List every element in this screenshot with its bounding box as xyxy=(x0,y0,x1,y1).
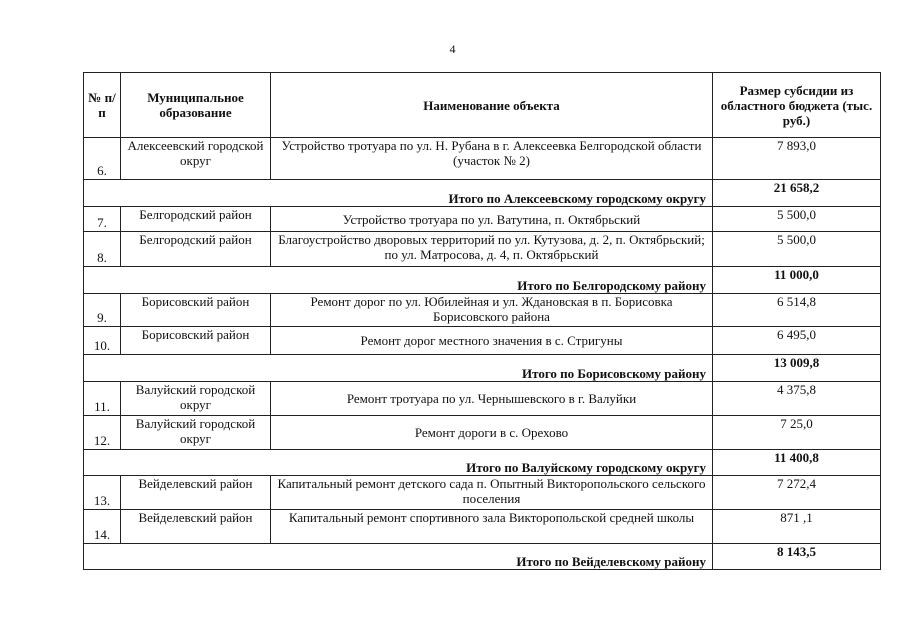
row-object: Устройство тротуара по ул. Ватутина, п. Октябрьский xyxy=(271,207,713,232)
row-num: 7. xyxy=(84,207,121,232)
table-row xyxy=(84,207,881,232)
row-object: Ремонт дорог местного значения в с. Стригуны xyxy=(271,327,713,355)
total-row xyxy=(84,180,881,207)
row-num: 10. xyxy=(84,327,121,355)
total-label: Итого по Алексеевскому городскому округу xyxy=(84,180,713,207)
row-amount: 6 495,0 xyxy=(713,327,881,355)
row-amount: 7 893,0 xyxy=(713,138,881,180)
row-municipality: Борисовский район xyxy=(121,327,271,355)
table-row xyxy=(84,138,881,180)
row-municipality: Вейделевский район xyxy=(121,476,271,510)
row-amount: 6 514,8 xyxy=(713,294,881,327)
row-num: 11. xyxy=(84,382,121,416)
row-num: 13. xyxy=(84,476,121,510)
row-municipality: Борисовский район xyxy=(121,294,271,327)
row-amount: 5 500,0 xyxy=(713,232,881,267)
row-num: 9. xyxy=(84,294,121,327)
header-object: Наименование объекта xyxy=(271,73,713,138)
row-object: Устройство тротуара по ул. Н. Рубана в г. Алексеевка Белгородской области (участок № 2) xyxy=(271,138,713,180)
header-num: № п/п xyxy=(84,73,121,138)
total-label: Итого по Вейделевскому району xyxy=(84,544,713,570)
row-object: Ремонт тротуара по ул. Чернышевского в г. Валуйки xyxy=(271,382,713,416)
total-amount: 11 000,0 xyxy=(713,267,881,294)
row-amount: 7 272,4 xyxy=(713,476,881,510)
row-object: Ремонт дорог по ул. Юбилейная и ул. Ждановская в п. Борисовка Борисовского района xyxy=(271,294,713,327)
row-amount: 4 375,8 xyxy=(713,382,881,416)
total-amount: 21 658,2 xyxy=(713,180,881,207)
row-municipality: Валуйский городской округ xyxy=(121,382,271,416)
total-amount: 8 143,5 xyxy=(713,544,881,570)
header-subsidy: Размер субсидии из областного бюджета (тыс. руб.) xyxy=(713,73,881,138)
row-object: Благоустройство дворовых территорий по ул. Кутузова, д. 2, п. Октябрьский; по ул. Матросова, д. 4, п. Октябрьский xyxy=(271,232,713,267)
row-num: 8. xyxy=(84,232,121,267)
table-row xyxy=(84,382,881,416)
row-num: 12. xyxy=(84,416,121,450)
row-amount: 7 25,0 xyxy=(713,416,881,450)
table-row xyxy=(84,416,881,450)
row-amount: 5 500,0 xyxy=(713,207,881,232)
total-row xyxy=(84,450,881,476)
header-municipality: Муниципальное образование xyxy=(121,73,271,138)
row-num: 14. xyxy=(84,510,121,544)
row-amount: 871 ,1 xyxy=(713,510,881,544)
row-municipality: Алексеевский городской округ xyxy=(121,138,271,180)
page-number: 4 xyxy=(449,42,456,56)
total-label: Итого по Валуйскому городскому округу xyxy=(84,450,713,476)
row-object: Капитальный ремонт детского сада п. Опытный Викторопольского сельского поселения xyxy=(271,476,713,510)
row-object: Капитальный ремонт спортивного зала Викторопольской средней школы xyxy=(271,510,713,544)
row-municipality: Белгородский район xyxy=(121,207,271,232)
row-municipality: Валуйский городской округ xyxy=(121,416,271,450)
total-label: Итого по Борисовскому району xyxy=(84,355,713,382)
total-row xyxy=(84,544,881,570)
total-label: Итого по Белгородскому району xyxy=(84,267,713,294)
row-num: 6. xyxy=(84,138,121,180)
row-municipality: Белгородский район xyxy=(121,232,271,267)
table-header-row xyxy=(84,73,881,138)
table-row xyxy=(84,294,881,327)
table-row xyxy=(84,476,881,510)
table-row xyxy=(84,510,881,544)
total-amount: 13 009,8 xyxy=(713,355,881,382)
table-row xyxy=(84,232,881,267)
row-object: Ремонт дороги в с. Орехово xyxy=(271,416,713,450)
total-amount: 11 400,8 xyxy=(713,450,881,476)
table-row xyxy=(84,327,881,355)
total-row xyxy=(84,267,881,294)
subsidy-table xyxy=(83,72,881,570)
row-municipality: Вейделевский район xyxy=(121,510,271,544)
total-row xyxy=(84,355,881,382)
